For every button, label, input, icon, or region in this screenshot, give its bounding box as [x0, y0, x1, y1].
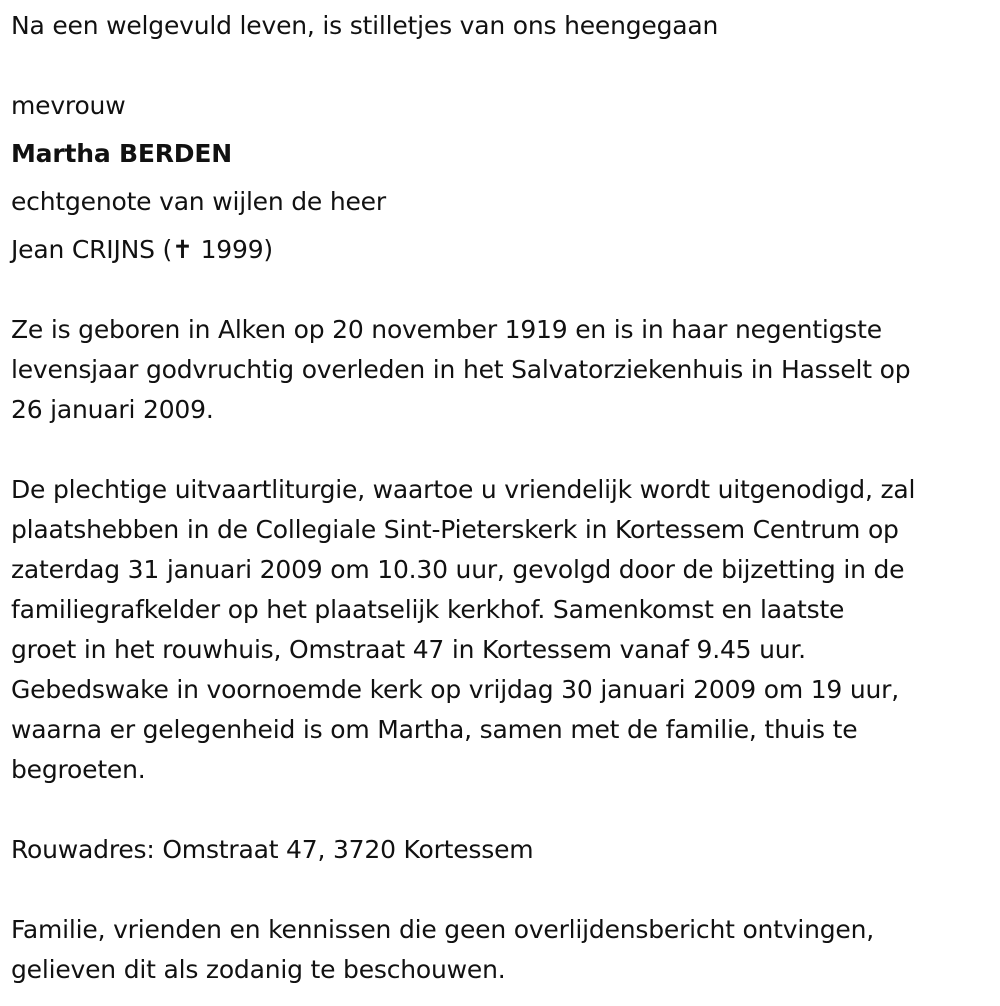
birth-paragraph-line: levensjaar godvruchtig overleden in het Salvatorziekenhuis in Hasselt op	[11, 355, 911, 384]
closing-paragraph-line: gelieven dit als zodanig te beschouwen.	[11, 955, 506, 984]
funeral-paragraph-line: familiegrafkelder op het plaatselijk kerkhof. Samenkomst en laatste	[11, 595, 845, 624]
title-line: mevrouw	[11, 91, 126, 120]
spouse-line: Jean CRIJNS (✝ 1999)	[11, 235, 273, 264]
funeral-paragraph	[11, 470, 996, 790]
funeral-paragraph-line: Gebedswake in voornoemde kerk op vrijdag 30 januari 2009 om 19 uur,	[11, 675, 900, 704]
birth-paragraph-line: Ze is geboren in Alken op 20 november 1919 en is in haar negentigste	[11, 315, 882, 344]
relation-line: echtgenote van wijlen de heer	[11, 187, 386, 216]
funeral-paragraph-line: zaterdag 31 januari 2009 om 10.30 uur, gevolgd door de bijzetting in de	[11, 555, 905, 584]
birth-paragraph	[11, 310, 996, 430]
funeral-paragraph-line: begroeten.	[11, 755, 146, 784]
intro-line: Na een welgevuld leven, is stilletjes van ons heengegaan	[11, 11, 719, 40]
funeral-paragraph-line: De plechtige uitvaartliturgie, waartoe u vriendelijk wordt uitgenodigd, zal	[11, 475, 916, 504]
mourning-address: Rouwadres: Omstraat 47, 3720 Kortessem	[11, 835, 534, 864]
closing-paragraph-line: Familie, vrienden en kennissen die geen overlijdensbericht ontvingen,	[11, 915, 875, 944]
funeral-paragraph-line: groet in het rouwhuis, Omstraat 47 in Kortessem vanaf 9.45 uur.	[11, 635, 806, 664]
closing-paragraph	[11, 910, 996, 990]
funeral-paragraph-line: waarna er gelegenheid is om Martha, samen met de familie, thuis te	[11, 715, 858, 744]
funeral-paragraph-line: plaatshebben in de Collegiale Sint-Pieterskerk in Kortessem Centrum op	[11, 515, 899, 544]
birth-paragraph-line: 26 januari 2009.	[11, 395, 214, 424]
deceased-name: Martha BERDEN	[11, 139, 232, 168]
